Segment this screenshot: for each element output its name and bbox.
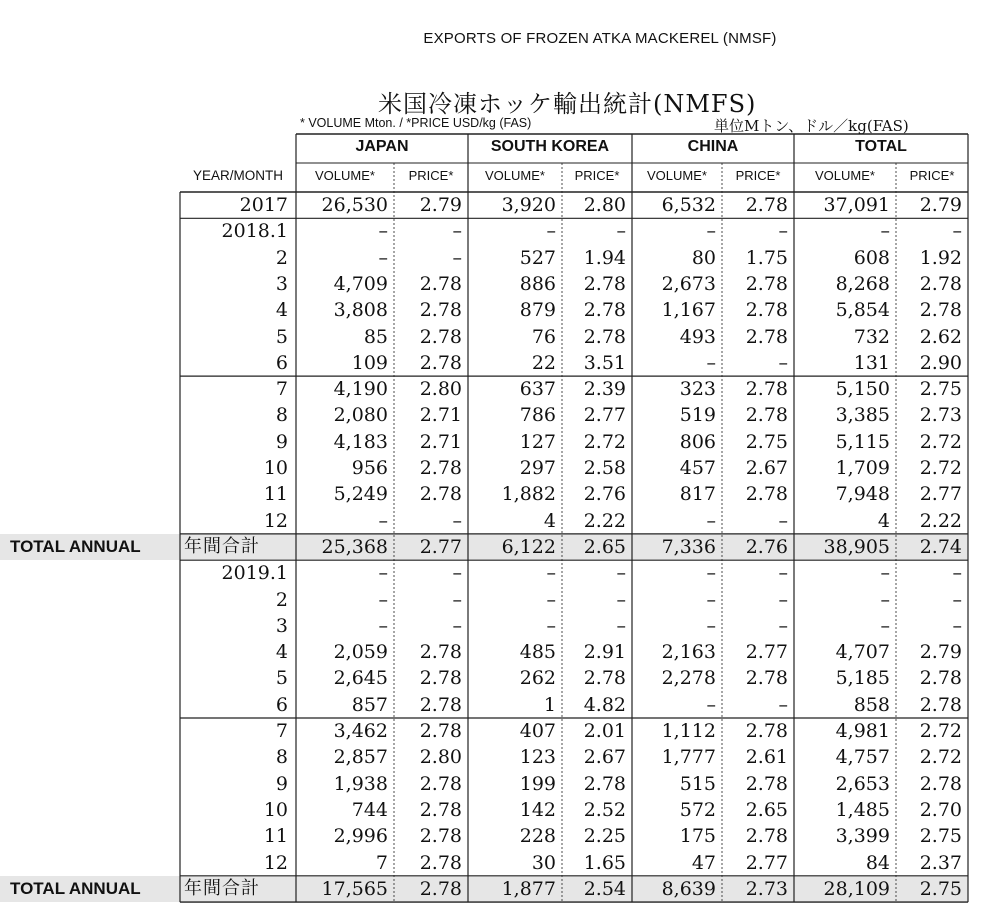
header-price: PRICE* xyxy=(408,168,454,183)
volume-cell: 1,112 xyxy=(661,720,716,742)
row-label: 5 xyxy=(275,325,288,348)
price-cell: – xyxy=(452,246,462,269)
price-cell: – xyxy=(616,220,626,243)
price-cell: – xyxy=(778,509,788,532)
price-cell: 2.77 xyxy=(583,404,626,427)
volume-cell: 175 xyxy=(679,825,716,848)
volume-cell: 1 xyxy=(543,693,556,716)
price-cell: 2.90 xyxy=(919,351,962,374)
volume-cell: 30 xyxy=(531,851,556,874)
header-volume: VOLUME* xyxy=(315,168,375,183)
price-cell: – xyxy=(452,509,462,532)
price-cell: 2.54 xyxy=(583,877,626,900)
volume-cell: 956 xyxy=(351,457,388,479)
price-cell: – xyxy=(952,588,962,611)
volume-cell: 515 xyxy=(679,772,716,795)
price-cell: 2.75 xyxy=(745,430,788,453)
price-cell: 2.78 xyxy=(583,299,626,322)
price-cell: 2.78 xyxy=(583,667,626,690)
price-cell: 2.78 xyxy=(919,667,962,690)
price-cell: 2.67 xyxy=(745,457,788,479)
volume-cell: 1,877 xyxy=(501,877,556,900)
price-cell: 2.71 xyxy=(419,430,462,453)
price-cell: 2.25 xyxy=(583,825,626,848)
price-cell: – xyxy=(778,220,788,243)
volume-cell: 519 xyxy=(679,404,716,427)
price-cell: 2.78 xyxy=(419,720,462,742)
price-cell: 2.73 xyxy=(745,877,788,900)
header-country-south-korea: SOUTH KOREA xyxy=(490,138,610,155)
total-annual-jp-label: 年間合計 xyxy=(184,877,260,899)
volume-cell: – xyxy=(378,588,388,611)
volume-cell: – xyxy=(378,509,388,532)
row-label: 11 xyxy=(263,483,288,506)
volume-cell: 786 xyxy=(519,404,556,427)
volume-cell: 858 xyxy=(853,693,890,716)
volume-cell: 2,857 xyxy=(333,746,388,769)
volume-cell: 1,709 xyxy=(835,457,890,479)
volume-cell: 4 xyxy=(877,509,890,532)
price-cell: 2.72 xyxy=(919,720,962,742)
price-cell: 2.77 xyxy=(919,483,962,506)
volume-cell: 2,059 xyxy=(333,641,388,664)
price-cell: 2.78 xyxy=(419,351,462,374)
volume-cell: 323 xyxy=(679,378,716,401)
header-volume: VOLUME* xyxy=(485,168,545,183)
volume-cell: 5,854 xyxy=(835,299,890,322)
price-cell: 2.91 xyxy=(583,641,626,664)
volume-cell: – xyxy=(378,614,388,637)
price-cell: 2.72 xyxy=(919,457,962,479)
row-label: 8 xyxy=(275,404,288,427)
header-volume: VOLUME* xyxy=(647,168,707,183)
header-year-month: YEAR/MONTH xyxy=(192,168,283,183)
price-cell: 2.78 xyxy=(745,378,788,401)
header-country-japan: JAPAN xyxy=(355,138,409,155)
volume-cell: – xyxy=(880,614,890,637)
volume-cell: 127 xyxy=(519,430,556,453)
row-label: 2017 xyxy=(239,194,288,216)
row-label: 4 xyxy=(275,299,288,322)
price-cell: – xyxy=(952,614,962,637)
price-cell: 2.22 xyxy=(583,509,626,532)
price-cell: 2.37 xyxy=(919,851,962,874)
price-cell: 2.77 xyxy=(745,851,788,874)
price-cell: 1.65 xyxy=(583,851,626,874)
volume-cell: – xyxy=(706,693,716,716)
price-cell: – xyxy=(616,614,626,637)
volume-cell: 4,190 xyxy=(333,378,388,401)
row-label: 12 xyxy=(263,509,288,532)
price-cell: – xyxy=(778,614,788,637)
price-cell: 2.77 xyxy=(419,535,462,558)
price-cell: – xyxy=(778,693,788,716)
volume-cell: 1,777 xyxy=(661,746,716,769)
price-cell: – xyxy=(952,562,962,585)
price-cell: 2.72 xyxy=(583,430,626,453)
volume-cell: – xyxy=(880,562,890,585)
row-label: 7 xyxy=(275,378,288,401)
volume-cell: 2,645 xyxy=(333,667,388,690)
volume-cell: 817 xyxy=(679,483,716,506)
price-cell: 2.74 xyxy=(919,535,962,558)
volume-cell: 7,948 xyxy=(835,483,890,506)
volume-cell: 2,673 xyxy=(661,272,716,295)
volume-cell: 608 xyxy=(853,246,890,269)
volume-cell: 5,150 xyxy=(835,378,890,401)
price-cell: 2.58 xyxy=(583,457,626,479)
price-cell: 2.78 xyxy=(583,325,626,348)
volume-cell: – xyxy=(880,588,890,611)
price-cell: – xyxy=(452,562,462,585)
price-cell: – xyxy=(778,351,788,374)
volume-cell: 3,920 xyxy=(501,194,556,216)
volume-cell: 7,336 xyxy=(661,535,716,558)
volume-cell: 297 xyxy=(519,457,556,479)
volume-cell: – xyxy=(706,220,716,243)
header-country-china: CHINA xyxy=(687,138,739,155)
volume-cell: 4,707 xyxy=(835,641,890,664)
volume-cell: 732 xyxy=(853,325,890,348)
price-cell: 2.76 xyxy=(583,483,626,506)
row-label: 12 xyxy=(263,851,288,874)
volume-cell: 76 xyxy=(531,325,556,348)
volume-cell: – xyxy=(378,246,388,269)
volume-cell: 493 xyxy=(679,325,716,348)
header-price: PRICE* xyxy=(909,168,955,183)
price-cell: 2.65 xyxy=(583,535,626,558)
volume-cell: – xyxy=(706,562,716,585)
volume-cell: 6,532 xyxy=(661,194,716,216)
price-cell: 2.78 xyxy=(745,720,788,742)
volume-cell: 2,653 xyxy=(835,772,890,795)
total-annual-jp-label: 年間合計 xyxy=(184,535,260,557)
row-label: 9 xyxy=(275,772,288,795)
row-label: 7 xyxy=(275,720,288,742)
volume-cell: 457 xyxy=(679,457,716,479)
row-label: 2 xyxy=(275,246,288,269)
price-cell: – xyxy=(778,588,788,611)
price-cell: 2.80 xyxy=(419,378,462,401)
price-cell: 3.51 xyxy=(583,351,626,374)
price-cell: 2.78 xyxy=(745,825,788,848)
price-cell: 2.78 xyxy=(419,457,462,479)
volume-cell: – xyxy=(546,562,556,585)
volume-cell: – xyxy=(546,588,556,611)
volume-cell: – xyxy=(706,614,716,637)
volume-cell: 1,167 xyxy=(661,299,716,322)
price-cell: 2.67 xyxy=(583,746,626,769)
price-cell: 2.78 xyxy=(745,483,788,506)
price-cell: – xyxy=(616,562,626,585)
volume-cell: 26,530 xyxy=(321,194,388,216)
volume-cell: 4,709 xyxy=(333,272,388,295)
volume-cell: – xyxy=(706,509,716,532)
price-cell: 2.70 xyxy=(919,798,962,821)
price-cell: 2.75 xyxy=(919,378,962,401)
price-cell: 2.79 xyxy=(919,194,962,216)
price-cell: 2.75 xyxy=(919,825,962,848)
price-cell: 2.77 xyxy=(745,641,788,664)
row-label: 3 xyxy=(275,272,288,295)
price-cell: 2.78 xyxy=(419,483,462,506)
row-label: 2 xyxy=(275,588,288,611)
volume-cell: 572 xyxy=(679,798,716,821)
volume-cell: 5,115 xyxy=(835,430,890,453)
header-price: PRICE* xyxy=(735,168,781,183)
volume-cell: 857 xyxy=(351,693,388,716)
price-cell: 2.78 xyxy=(745,404,788,427)
volume-cell: 37,091 xyxy=(823,194,890,216)
volume-cell: 109 xyxy=(351,351,388,374)
volume-cell: – xyxy=(880,220,890,243)
volume-cell: 1,882 xyxy=(501,483,556,506)
volume-cell: 1,938 xyxy=(333,772,388,795)
price-cell: 2.80 xyxy=(583,194,626,216)
volume-cell: 85 xyxy=(363,325,388,348)
volume-cell: 4,981 xyxy=(835,720,890,742)
price-cell: 2.78 xyxy=(745,272,788,295)
price-cell: – xyxy=(452,614,462,637)
volume-cell: 2,163 xyxy=(661,641,716,664)
japanese-title: 米国冷凍ホッケ輸出統計(NMFS) xyxy=(378,90,757,118)
price-cell: 2.78 xyxy=(583,772,626,795)
volume-cell: 3,385 xyxy=(835,404,890,427)
header-price: PRICE* xyxy=(574,168,620,183)
total-annual-label: TOTAL ANNUAL xyxy=(10,536,141,556)
row-label: 2019.1 xyxy=(221,562,288,585)
price-cell: 2.71 xyxy=(419,404,462,427)
price-cell: 2.78 xyxy=(745,667,788,690)
price-cell: 2.78 xyxy=(919,299,962,322)
price-cell: 2.72 xyxy=(919,746,962,769)
volume-cell: 7 xyxy=(375,851,388,874)
price-cell: 2.76 xyxy=(745,535,788,558)
volume-cell: 1,485 xyxy=(835,798,890,821)
volume-cell: 637 xyxy=(519,378,556,401)
price-cell: 2.80 xyxy=(419,746,462,769)
volume-cell: 3,399 xyxy=(835,825,890,848)
price-cell: 2.75 xyxy=(919,877,962,900)
price-cell: 2.65 xyxy=(745,798,788,821)
price-cell: 2.78 xyxy=(419,693,462,716)
row-label: 6 xyxy=(275,693,288,716)
volume-cell: 6,122 xyxy=(501,535,556,558)
total-annual-label: TOTAL ANNUAL xyxy=(10,878,141,898)
price-cell: 1.92 xyxy=(919,246,962,269)
volume-cell: 142 xyxy=(519,798,556,821)
volume-cell: 2,080 xyxy=(333,404,388,427)
volume-cell: 4,183 xyxy=(333,430,388,453)
volume-cell: 3,462 xyxy=(333,720,388,742)
volume-cell: 8,639 xyxy=(661,877,716,900)
english-title: EXPORTS OF FROZEN ATKA MACKEREL (NMSF) xyxy=(423,30,777,47)
row-label: 2018.1 xyxy=(221,220,288,243)
volume-cell: 879 xyxy=(519,299,556,322)
price-cell: 2.78 xyxy=(419,772,462,795)
volume-cell: 25,368 xyxy=(321,535,388,558)
volume-cell: 527 xyxy=(519,246,556,269)
volume-cell: 17,565 xyxy=(321,877,388,900)
price-cell: 2.72 xyxy=(919,430,962,453)
volume-cell: – xyxy=(378,220,388,243)
unit-note-japanese: 単位Mトン、ドル／kg(FAS) xyxy=(714,117,909,135)
price-cell: 2.39 xyxy=(583,378,626,401)
price-cell: – xyxy=(616,588,626,611)
volume-cell: 28,109 xyxy=(823,877,890,900)
price-cell: – xyxy=(452,220,462,243)
price-cell: 2.01 xyxy=(583,720,626,742)
row-label: 6 xyxy=(275,351,288,374)
price-cell: 2.78 xyxy=(745,772,788,795)
volume-cell: 131 xyxy=(853,351,890,374)
volume-cell: 5,249 xyxy=(333,483,388,506)
volume-cell: 407 xyxy=(519,720,556,742)
price-cell: – xyxy=(452,588,462,611)
price-cell: 2.78 xyxy=(419,825,462,848)
header-volume: VOLUME* xyxy=(815,168,875,183)
row-label: 11 xyxy=(263,825,288,848)
volume-cell: 22 xyxy=(531,351,556,374)
price-cell: 2.61 xyxy=(745,746,788,769)
price-cell: 2.52 xyxy=(583,798,626,821)
volume-cell: 485 xyxy=(519,641,556,664)
row-label: 10 xyxy=(263,798,288,821)
row-label: 10 xyxy=(263,457,288,479)
price-cell: 2.79 xyxy=(919,641,962,664)
volume-cell: 199 xyxy=(519,772,556,795)
volume-cell: – xyxy=(706,351,716,374)
price-cell: 2.78 xyxy=(583,272,626,295)
volume-cell: – xyxy=(706,588,716,611)
volume-cell: – xyxy=(546,614,556,637)
row-label: 3 xyxy=(275,614,288,637)
row-label: 9 xyxy=(275,430,288,453)
volume-cell: 228 xyxy=(519,825,556,848)
price-cell: 2.78 xyxy=(745,299,788,322)
volume-cell: 2,996 xyxy=(333,825,388,848)
volume-cell: 2,278 xyxy=(661,667,716,690)
price-cell: 1.94 xyxy=(583,246,626,269)
row-label: 5 xyxy=(275,667,288,690)
price-cell: 2.78 xyxy=(419,851,462,874)
price-cell: – xyxy=(778,562,788,585)
volume-cell: – xyxy=(546,220,556,243)
price-cell: 2.78 xyxy=(419,667,462,690)
volume-cell: 47 xyxy=(691,851,716,874)
price-cell: 2.78 xyxy=(919,772,962,795)
row-label: 4 xyxy=(275,641,288,664)
volume-cell: 8,268 xyxy=(835,272,890,295)
price-cell: 2.78 xyxy=(419,641,462,664)
price-cell: 2.78 xyxy=(419,877,462,900)
volume-cell: 5,185 xyxy=(835,667,890,690)
volume-cell: 886 xyxy=(519,272,556,295)
unit-note-english: * VOLUME Mton. / *PRICE USD/kg (FAS) xyxy=(300,116,532,130)
volume-cell: 38,905 xyxy=(823,535,890,558)
volume-cell: 80 xyxy=(691,246,716,269)
volume-cell: 4 xyxy=(543,509,556,532)
price-cell: 2.78 xyxy=(919,693,962,716)
price-cell: 2.62 xyxy=(919,325,962,348)
header-country-total: TOTAL xyxy=(855,138,907,155)
volume-cell: 806 xyxy=(679,430,716,453)
price-cell: 2.73 xyxy=(919,404,962,427)
price-cell: 2.78 xyxy=(419,272,462,295)
price-cell: 2.78 xyxy=(419,325,462,348)
price-cell: 2.78 xyxy=(745,325,788,348)
price-cell: 4.82 xyxy=(583,693,626,716)
price-cell: 2.78 xyxy=(919,272,962,295)
row-label: 8 xyxy=(275,746,288,769)
volume-cell: 123 xyxy=(519,746,556,769)
price-cell: 1.75 xyxy=(745,246,788,269)
price-cell: 2.78 xyxy=(419,299,462,322)
volume-cell: 262 xyxy=(519,667,556,690)
price-cell: 2.78 xyxy=(419,798,462,821)
volume-cell: 4,757 xyxy=(835,746,890,769)
volume-cell: 744 xyxy=(351,798,388,821)
price-cell: 2.79 xyxy=(419,194,462,216)
price-cell: 2.22 xyxy=(919,509,962,532)
volume-cell: 84 xyxy=(865,851,890,874)
volume-cell: – xyxy=(378,562,388,585)
price-cell: 2.78 xyxy=(745,194,788,216)
volume-cell: 3,808 xyxy=(333,299,388,322)
price-cell: – xyxy=(952,220,962,243)
